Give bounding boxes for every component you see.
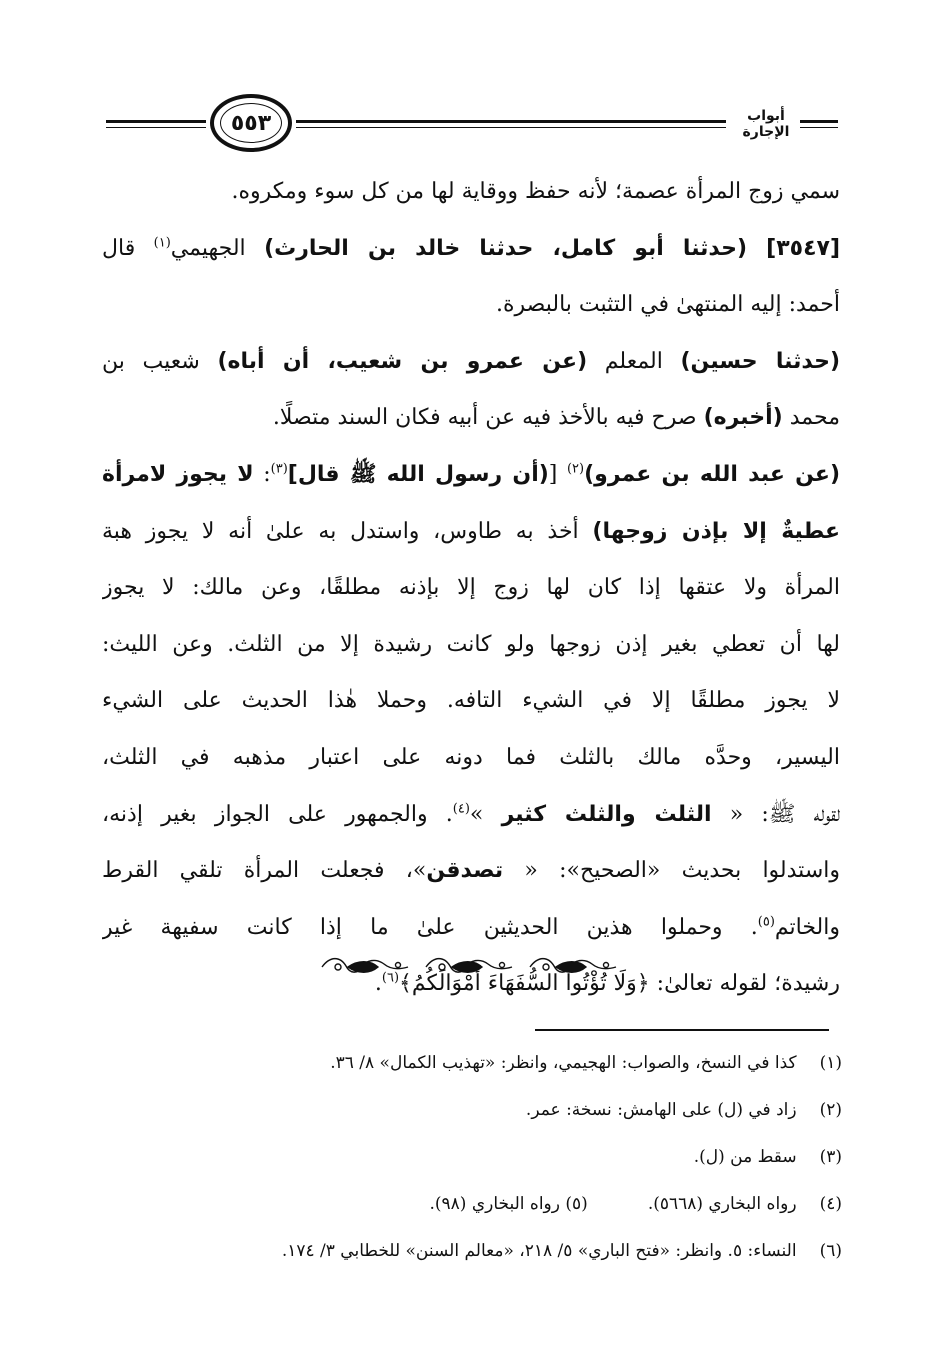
text-line	[102, 787, 840, 844]
footnote-text: زاد في (ل) على الهامش: نسخة: عمر.	[525, 1100, 802, 1120]
footnote-marker: (٢)	[566, 461, 585, 477]
footnote-marker: (٣)	[270, 461, 288, 477]
text-run: اليسير، وحدَّه مالك بالثلث فما دونه على اعتبار مذهبه في الثلث،	[102, 744, 840, 770]
text-line	[102, 390, 840, 447]
page-number-badge	[210, 94, 292, 152]
footnote-marker: (٥)	[757, 914, 775, 930]
text-run: . وحملوا هذين الحديثين علىٰ ما إذا كانت سفيهة غير	[102, 914, 758, 940]
footnote-separator	[535, 1029, 829, 1031]
footnote-marker: (١)	[153, 235, 171, 251]
text-run: لا يجوز لامرأة	[102, 461, 254, 487]
text-line	[102, 730, 840, 787]
text-run: رشيدة؛ لقوله تعالىٰ: ﴿وَلَا تُؤْتُوا السُّفَهَاءَ أَمْوَالَكُمُ﴾	[399, 971, 840, 997]
footnote	[100, 1228, 842, 1275]
footnotes	[100, 1040, 842, 1275]
footnote	[100, 1087, 842, 1134]
text-run: »، فجعلت المرأة تلقي القرط	[102, 858, 427, 884]
header-rule	[106, 127, 206, 128]
text-run: [	[548, 461, 567, 487]
footnote-text: النساء: ٥. وانظر: «فتح الباري» ٥/ ٢١٨، «معالم السنن» للخطابي ٣/ ١٧٤.	[281, 1241, 802, 1261]
header-rule	[106, 120, 206, 123]
text-run: لقوله ﷺ: «	[711, 801, 840, 827]
footnote-text: كذا في النسخ، والصواب: الهجيمي، وانظر: «تهذيب الكمال» ٨/ ٣٦.	[330, 1053, 802, 1073]
section-divider-ornament	[318, 952, 624, 982]
main-text	[102, 164, 840, 1013]
text-line	[102, 221, 840, 278]
text-line	[102, 277, 840, 334]
text-run: (أخبره)	[703, 405, 783, 431]
footnote-number: (١)	[819, 1053, 842, 1073]
footnote-text: رواه البخاري (٩٨).	[429, 1194, 566, 1214]
header-rule	[296, 127, 726, 128]
page-number: ٥٥٣	[230, 110, 272, 136]
footnote	[100, 1134, 842, 1181]
footnote-text: سقط من (ل).	[693, 1147, 802, 1167]
footnote	[100, 1181, 842, 1228]
text-run: (عن عمرو بن شعيب، أن أباه)	[217, 348, 588, 374]
footnote	[100, 1040, 842, 1087]
header-rule	[296, 120, 726, 123]
text-run: تصدقن	[426, 858, 504, 884]
text-line	[102, 900, 840, 957]
text-run: والخاتم	[774, 914, 840, 940]
text-run: صرح فيه بالأخذ فيه عن أبيه فكان السند متصلًا.	[272, 405, 704, 431]
header-rule	[800, 127, 838, 128]
text-line	[102, 617, 840, 674]
text-line	[102, 843, 840, 900]
text-run: (حدثنا حسين)	[680, 348, 840, 374]
text-run: أخذ به طاوس، واستدل به علىٰ أنه لا يجوز هبة	[102, 518, 593, 544]
text-line	[102, 560, 840, 617]
text-run: شعيب بن	[102, 348, 218, 374]
text-run: أحمد: إليه المنتهىٰ في التثبت بالبصرة.	[496, 292, 840, 318]
footnote-number: (٢)	[819, 1100, 842, 1120]
text-line	[102, 447, 840, 504]
text-run: واستدلوا بحديث «الصحيح»: «	[503, 858, 840, 884]
text-run: [٣٥٤٧] (حدثنا أبو كامل، حدثنا خالد بن الحارث)	[264, 235, 840, 261]
footnote-marker: (٤)	[452, 801, 470, 817]
text-run: لها أن تعطي بغير إذن زوجها ولو كانت رشيدة إلا من الثلث. وعن الليث:	[102, 631, 840, 657]
text-run: محمد	[782, 405, 840, 431]
running-title: أبواب الإجارة	[742, 108, 790, 140]
text-run: (أن رسول الله ﷺ قال]	[287, 461, 549, 487]
text-run: لا يجوز مطلقًا إلا في الشيء التافه. وحملا هٰذا الحديث على الشيء	[102, 688, 840, 714]
text-line	[102, 504, 840, 561]
footnote-number: (٣)	[819, 1147, 842, 1167]
footnote-number: (٦)	[819, 1241, 842, 1261]
text-run: قال	[102, 235, 154, 261]
text-run: المعلم	[587, 348, 681, 374]
text-run: »	[469, 801, 502, 827]
text-run: . والجمهور على الجواز بغير إذنه،	[102, 801, 453, 827]
footnote-text: رواه البخاري (٥٦٦٨).	[647, 1194, 802, 1214]
page-header	[100, 92, 838, 156]
text-run: :	[253, 461, 271, 487]
footnote-marker: (٦)	[381, 970, 400, 986]
text-line	[102, 164, 840, 221]
footnote-number: (٥)	[565, 1194, 588, 1214]
text-run: الجهيمي	[170, 235, 265, 261]
text-run: سمي زوج المرأة عصمة؛ لأنه حفظ ووقاية لها من كل سوء ومكروه.	[231, 179, 840, 204]
text-run: (عن عبد الله بن عمرو)	[584, 461, 840, 487]
text-run: المرأة ولا عتقها إذا كان لها زوج إلا بإذنه مطلقًا، وعن مالك: لا يجوز	[102, 575, 840, 601]
text-run: .	[374, 971, 382, 997]
header-rule	[800, 120, 838, 123]
text-run: عطيةٌ إلا بإذن زوجها)	[592, 518, 840, 544]
text-run: الثلث والثلث كثير	[501, 801, 712, 827]
text-line	[102, 334, 840, 391]
footnote-number: (٤)	[819, 1194, 842, 1214]
text-line	[102, 673, 840, 730]
